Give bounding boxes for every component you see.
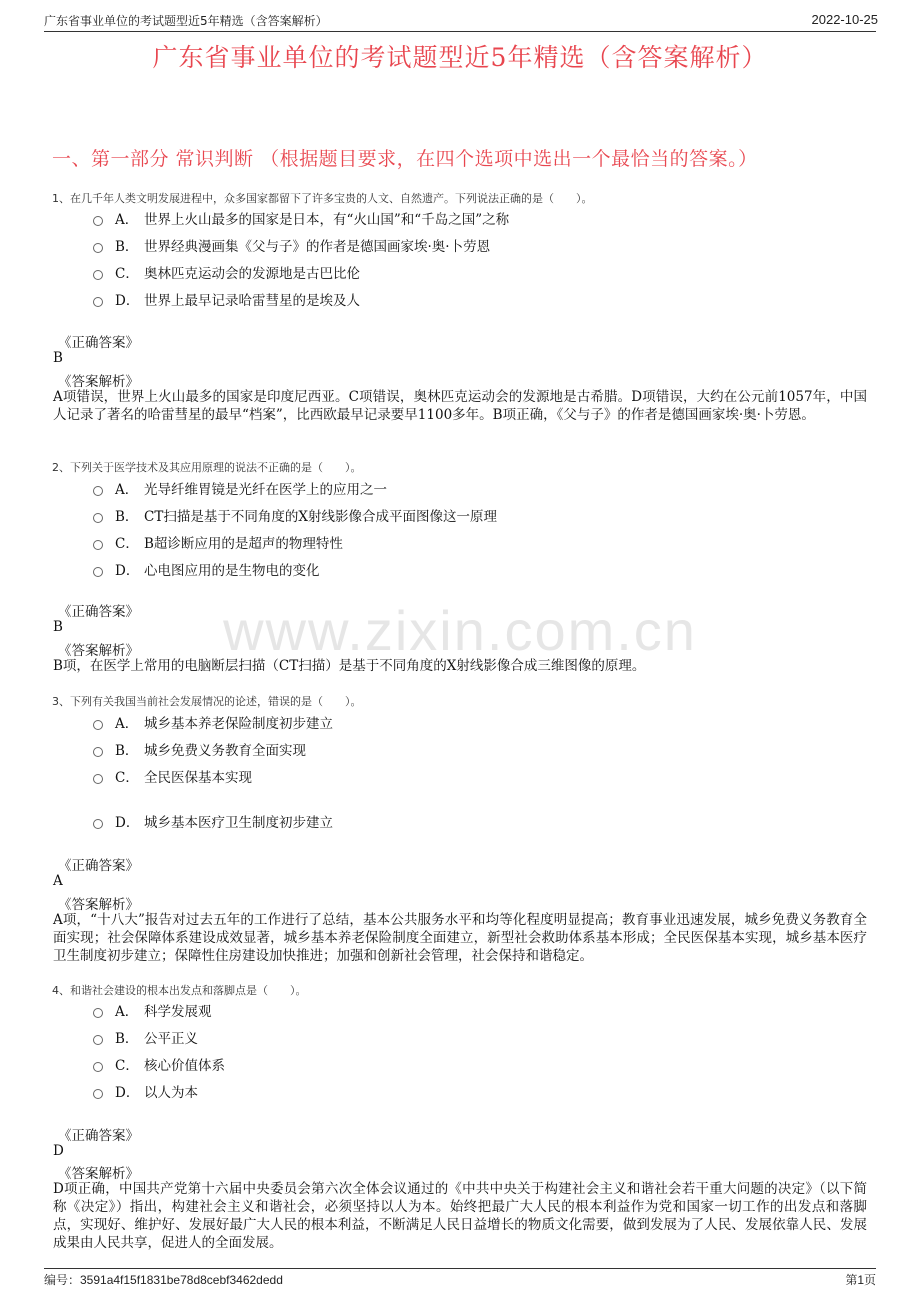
radio-button-icon[interactable] xyxy=(93,486,103,496)
question-1-option-d[interactable]: D． 世界上最早记录哈雷彗星的是埃及人 xyxy=(93,289,360,309)
question-3-answer: A xyxy=(53,873,63,889)
question-4-option-d[interactable]: D． 以人为本 xyxy=(93,1081,198,1101)
analysis-label: 《答案解析》 xyxy=(58,374,139,390)
question-2-option-c[interactable]: C． B超诊断应用的是超声的物理特性 xyxy=(93,532,343,552)
question-1-option-a[interactable]: A． 世界上火山最多的国家是日本，有“火山国”和“千岛之国”之称 xyxy=(93,208,509,228)
radio-button-icon[interactable] xyxy=(93,243,103,253)
section-heading: 一、第一部分 常识判断 （根据题目要求，在四个选项中选出一个最恰当的答案。） xyxy=(52,148,758,170)
document-title: 广东省事业单位的考试题型近5年精选（含答案解析） xyxy=(152,43,768,72)
analysis-label: 《答案解析》 xyxy=(58,1166,139,1182)
question-3-option-c[interactable]: C． 全民医保基本实现 xyxy=(93,766,252,786)
radio-button-icon[interactable] xyxy=(93,747,103,757)
question-1-option-c[interactable]: C． 奥林匹克运动会的发源地是古巴比伦 xyxy=(93,262,360,282)
question-4-option-b[interactable]: B． 公平正义 xyxy=(93,1027,198,1047)
question-1-option-b[interactable]: B． 世界经典漫画集《父与子》的作者是德国画家埃·奥·卜劳恩 xyxy=(93,235,490,255)
question-3-option-b[interactable]: B． 城乡免费义务教育全面实现 xyxy=(93,739,306,759)
question-4-option-a[interactable]: A． 科学发展观 xyxy=(93,1000,212,1020)
question-3-option-a[interactable]: A． 城乡基本养老保险制度初步建立 xyxy=(93,712,333,732)
footer-doc-id: 编号：3591a4f15f1831be78d8cebf3462dedd xyxy=(44,1273,283,1287)
question-4-answer: D xyxy=(53,1143,64,1159)
analysis-label: 《答案解析》 xyxy=(58,643,139,659)
radio-button-icon[interactable] xyxy=(93,540,103,550)
radio-button-icon[interactable] xyxy=(93,216,103,226)
radio-button-icon[interactable] xyxy=(93,1035,103,1045)
radio-button-icon[interactable] xyxy=(93,513,103,523)
question-1-text: 1、在几千年人类文明发展进程中，众多国家都留下了许多宝贵的人文、自然遗产。下列说法正确的是（ ）。 xyxy=(52,192,593,205)
question-2-option-a[interactable]: A． 光导纤维胃镜是光纤在医学上的应用之一 xyxy=(93,478,387,498)
question-2-text: 2、下列关于医学技术及其应用原理的说法不正确的是（ ）。 xyxy=(52,461,362,474)
radio-button-icon[interactable] xyxy=(93,1008,103,1018)
question-2-option-d[interactable]: D． 心电图应用的是生物电的变化 xyxy=(93,559,320,579)
footer-divider xyxy=(44,1268,876,1269)
answer-label: 《正确答案》 xyxy=(58,335,139,351)
question-1-analysis: A项错误，世界上火山最多的国家是印度尼西亚。C项错误，奥林匹克运动会的发源地是古希腊。D项错误，大约在公元前1057年，中国人记录了著名的哈雷彗星的最早“档案”，比西欧最早记录要早1100多年。B项正确，《父与子》的作者是德国画家埃·奥·卜劳恩。 xyxy=(53,389,867,423)
footer-page-number: 第1页 xyxy=(845,1273,876,1287)
radio-button-icon[interactable] xyxy=(93,720,103,730)
radio-button-icon[interactable] xyxy=(93,297,103,307)
header-divider xyxy=(44,31,876,32)
answer-label: 《正确答案》 xyxy=(58,604,139,620)
answer-label: 《正确答案》 xyxy=(58,858,139,874)
question-4-option-c[interactable]: C． 核心价值体系 xyxy=(93,1054,225,1074)
radio-button-icon[interactable] xyxy=(93,819,103,829)
radio-button-icon[interactable] xyxy=(93,270,103,280)
question-4-analysis: D项正确，中国共产党第十六届中央委员会第六次全体会议通过的《中共中央关于构建社会主义和谐社会若干重大问题的决定》（以下简称《决定》）指出，构建社会主义和谐社会，必须坚持以人为本。始终把最广大人民的根本利益作为党和国家一切工作的出发点和落脚点，实现好、维护好、发展好最广大人民的根本利益，不断满足人民日益增长的物质文化需要，做到发展为了人民、发展依靠人民、发展成果由人民共享，促进人的全面发展。 xyxy=(53,1181,867,1251)
question-3-text: 3、下列有关我国当前社会发展情况的论述，错误的是（ ）。 xyxy=(52,695,362,708)
header-date: 2022-10-25 xyxy=(811,12,878,27)
radio-button-icon[interactable] xyxy=(93,1062,103,1072)
radio-button-icon[interactable] xyxy=(93,1089,103,1099)
question-3-analysis: A项，“十八大”报告对过去五年的工作进行了总结，基本公共服务水平和均等化程度明显提高；教育事业迅速发展，城乡免费义务教育全面实现；社会保障体系建设成效显著，城乡基本养老保险制度全面建立，新型社会救助体系基本形成；全民医保基本实现，城乡基本医疗卫生制度初步建立；保障性住房建设加快推进；加强和创新社会管理，社会保持和谐稳定。 xyxy=(53,912,867,964)
analysis-label: 《答案解析》 xyxy=(58,897,139,913)
question-3-option-d[interactable]: D． 城乡基本医疗卫生制度初步建立 xyxy=(93,811,333,831)
radio-button-icon[interactable] xyxy=(93,774,103,784)
running-header-title: 广东省事业单位的考试题型近5年精选（含答案解析） xyxy=(44,14,328,28)
answer-label: 《正确答案》 xyxy=(58,1128,139,1144)
question-1-answer: B xyxy=(53,350,63,366)
question-2-analysis: B项，在医学上常用的电脑断层扫描（CT扫描）是基于不同角度的X射线影像合成三维图像的原理。 xyxy=(53,658,646,674)
question-4-text: 4、和谐社会建设的根本出发点和落脚点是（ ）。 xyxy=(52,984,307,997)
radio-button-icon[interactable] xyxy=(93,567,103,577)
watermark: www.zixin.com.cn xyxy=(223,599,697,662)
question-2-answer: B xyxy=(53,619,63,635)
question-2-option-b[interactable]: B． CT扫描是基于不同角度的X射线影像合成平面图像这一原理 xyxy=(93,505,497,525)
